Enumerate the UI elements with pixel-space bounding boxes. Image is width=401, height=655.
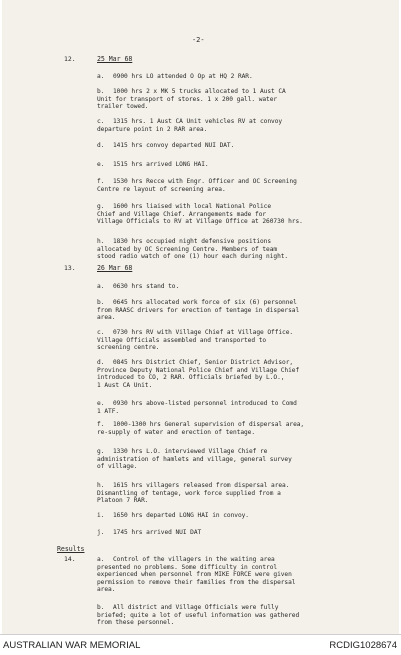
item-text-line: 0645 hrs allocated work force of six (6) personnel <box>113 299 297 306</box>
document-page <box>2 0 399 634</box>
item-text-line: 1530 hrs Recce with Engr. Officer and OC Screening <box>113 178 297 185</box>
item-text-line: allocated by OC Screening Centre. Members of team <box>97 245 278 253</box>
item-text-line: 1830 hrs occupied night defensive positions <box>113 238 272 245</box>
item-letter: i. <box>97 512 105 519</box>
section-number: 12. <box>64 55 76 63</box>
item-letter: e. <box>97 161 105 168</box>
item-text-line: introduced to CO, 2 RAR. Officials briefed by L.O., <box>97 374 285 381</box>
item-text-line: 1515 hrs arrived LONG HAI. <box>113 161 209 168</box>
item-text-line: 0930 hrs above-listed personnel introduced to Comd <box>113 400 297 407</box>
item-text-line: Village Officials assembled and transported to <box>97 336 267 344</box>
item-text-line: from RAASC drivers for erection of tentage in dispersal <box>97 306 300 314</box>
item-letter: f. <box>97 178 105 185</box>
item-text-line: All district and Village Officials were fully <box>113 604 279 611</box>
footer-reference-id: RCDIG1028674 <box>329 640 397 651</box>
item-letter: a. <box>97 556 105 563</box>
item-text-line: area. <box>97 314 116 321</box>
item-letter: e. <box>97 400 105 407</box>
item-text-line: presented no problems. Some difficulty in control <box>97 563 278 571</box>
item-text-line: departure point in 2 RAR area. <box>97 125 208 133</box>
item-letter: h. <box>97 482 105 489</box>
item-letter: a. <box>97 283 105 290</box>
item-text-line: 0845 hrs District Chief, Senior District Advisor, <box>113 359 294 366</box>
item-text-line: area. <box>97 586 116 593</box>
item-text-line: permission to remove their families from the dispersal <box>97 578 296 586</box>
item-text-line: 1650 hrs departed LONG HAI in convoy. <box>113 512 249 519</box>
item-letter: d. <box>97 359 105 366</box>
item-text-line: Centre re layout of screening area. <box>97 185 226 193</box>
item-text-line: 1000 hrs 2 x MK 5 trucks allocated to 1 Aust CA <box>113 88 286 95</box>
item-text-line: 1315 hrs. 1 Aust CA Unit vehicles RV at convoy <box>113 118 283 125</box>
item-text-line: 1 ATF. <box>97 407 120 415</box>
footer-source: AUSTRALIAN WAR MEMORIAL <box>3 640 141 651</box>
item-text-line: 1600 hrs liaised with local National Police <box>113 203 272 210</box>
item-text-line: Control of the villagers in the waiting area <box>113 556 275 563</box>
footer-bar <box>0 634 401 655</box>
item-text-line: briefed; quite a lot of useful information was gathered <box>97 611 300 619</box>
item-text-line: 1000-1300 hrs General supervision of dispersal area, <box>113 421 305 428</box>
item-letter: c. <box>97 118 105 125</box>
item-letter: a. <box>97 73 105 80</box>
section-number: 14. <box>64 555 76 563</box>
item-text-line: from these personnel. <box>97 619 175 626</box>
item-letter: d. <box>97 142 105 149</box>
item-text-line: 1330 hrs L.O. interviewed Village Chief re <box>113 448 268 455</box>
item-text-line: Village Officials to RV at Village Office at 260730 hrs. <box>97 218 303 225</box>
item-text-line: re-supply of water and erection of tentage. <box>97 428 256 436</box>
section-date: 25 Mar 68 <box>97 55 133 63</box>
item-text-line: of village. <box>97 463 138 470</box>
item-text-line: 0630 hrs stand to. <box>113 283 180 290</box>
item-letter: b. <box>97 299 105 306</box>
item-text-line: Platoon 7 RAR. <box>97 497 149 504</box>
section-date: 26 Mar 68 <box>97 264 133 272</box>
item-text-line: administration of hamlets and village, general survey <box>97 455 292 463</box>
item-text-line: 1745 hrs arrived NUI DAT <box>113 529 202 536</box>
item-text-line: 1 Aust CA Unit. <box>97 381 153 389</box>
item-text-line: experienced when personnel from MIKE FORCE were given <box>97 571 292 578</box>
results-heading: Results <box>57 545 85 553</box>
item-text-line: screening centre. <box>97 344 160 351</box>
item-text-line: Unit for transport of stores. 1 x 200 gall. water <box>97 95 278 103</box>
item-letter: f. <box>97 421 105 428</box>
item-text-line: trailer towed. <box>97 103 149 110</box>
item-text-line: 1415 hrs convoy departed NUI DAT. <box>113 142 235 149</box>
item-text-line: Province Deputy National Police Chief and Village Chief <box>97 366 300 374</box>
section-number: 13. <box>64 264 76 272</box>
item-letter: g. <box>97 203 105 210</box>
item-letter: c. <box>97 329 105 336</box>
item-letter: j. <box>97 529 105 536</box>
item-text-line: 0730 hrs RV with Village Chief at Village Office. <box>113 329 294 336</box>
item-text-line: 1615 hrs villagers released from dispersal area. <box>113 482 290 489</box>
item-text-line: stood radio watch of one (1) hour each during night. <box>97 253 289 260</box>
item-letter: h. <box>97 238 105 245</box>
item-text-line: Dismantling of tentage, work force supplied from a <box>97 489 281 497</box>
item-text-line: Chief and Village Chief. Arrangements made for <box>97 210 267 218</box>
item-letter: b. <box>97 88 105 95</box>
item-text-line: 0900 hrs LO attended O Op at HQ 2 RAR. <box>113 73 253 80</box>
page-number: -2- <box>192 36 205 44</box>
item-letter: g. <box>97 448 105 455</box>
item-letter: b. <box>97 604 105 611</box>
